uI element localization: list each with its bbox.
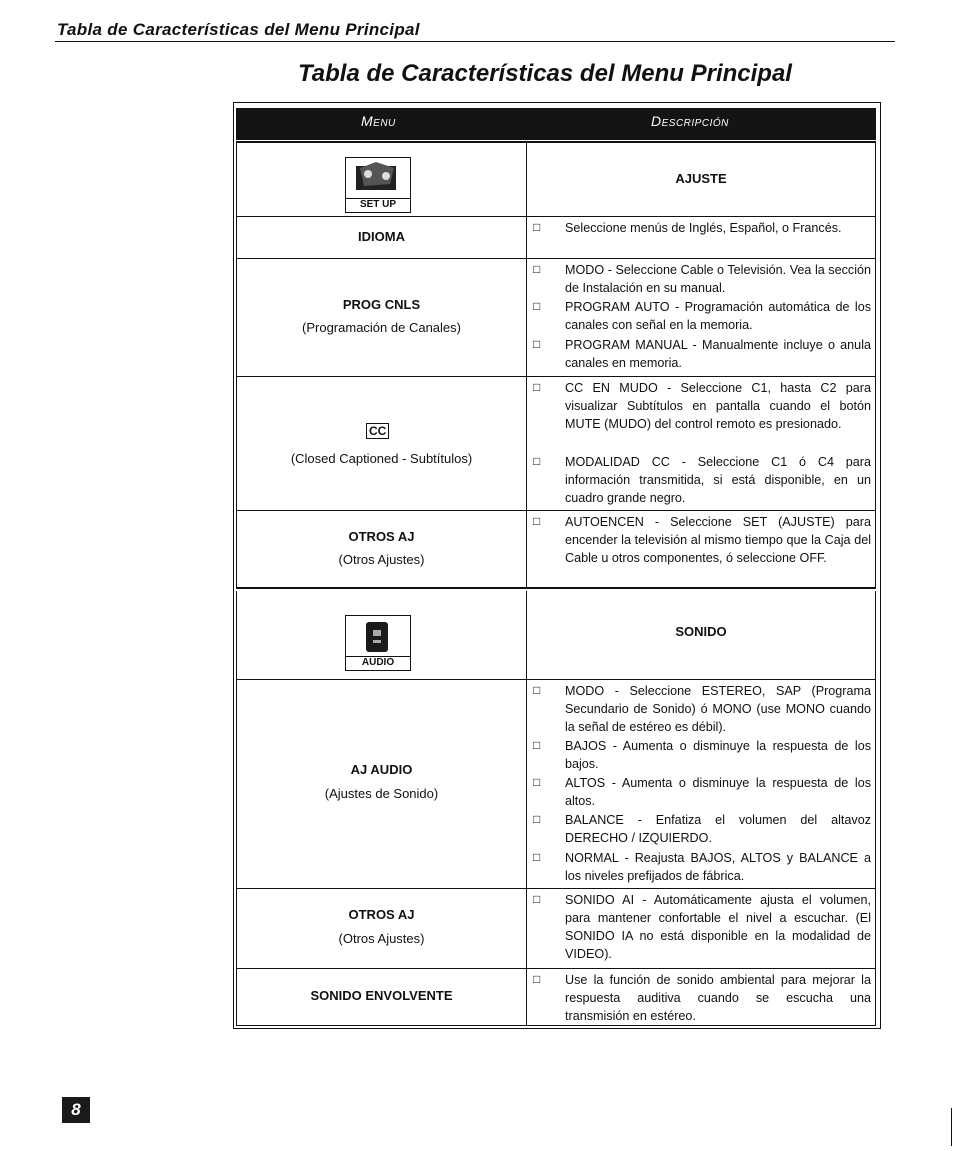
desc-ajaudio-cell: [526, 680, 876, 889]
audio-icon-cell: [236, 591, 526, 680]
desc-ajaudio-text-2: BAJOS - Aumenta o disminuye la respuesta de los bajos.: [565, 739, 871, 771]
bullet-icon: □: [533, 683, 541, 697]
bullet-icon: □: [533, 220, 541, 234]
setup-icon: [345, 157, 411, 213]
bullet-icon: □: [533, 812, 541, 826]
setup-icon-cell: [236, 141, 526, 217]
audio-section-title: SONIDO: [675, 624, 727, 639]
desc-envolvente-text: Use la función de sonido ambiental para mejorar la respuesta auditiva cuando se escucha una transmisión en estéreo.: [565, 973, 871, 1023]
desc-prog-cell: [526, 259, 876, 377]
desc-ajaudio-text-3: ALTOS - Aumenta o disminuye la respuesta de los altos.: [565, 776, 871, 808]
cc-badge: CC: [366, 423, 389, 439]
bullet-icon: □: [533, 262, 541, 276]
page-number: 8: [62, 1097, 90, 1123]
desc-otros-setup-cell: [526, 511, 876, 589]
bullet-icon: □: [533, 299, 541, 313]
menu-cc-sub: (Closed Captioned - Subtítulos): [290, 451, 473, 466]
menu-otros-audio-sub: (Otros Ajustes): [338, 931, 425, 946]
audio-icon-label: AUDIO: [346, 656, 410, 668]
menu-prog-name: PROG CNLS: [342, 297, 421, 312]
menu-otros-audio-cell: [236, 889, 526, 969]
desc-prog-text-1: MODO - Seleccione Cable o Televisión. Vea la sección de Instalación en su manual.: [565, 263, 871, 295]
menu-prog-sub: (Programación de Canales): [302, 320, 461, 335]
table-header: [236, 108, 876, 140]
desc-ajaudio-text-1: MODO - Seleccione ESTEREO, SAP (Programa Secundario de Sonido) ó MONO (use MONO cuando la señal de estéreo es débil).: [565, 684, 871, 734]
bullet-icon: □: [533, 738, 541, 752]
desc-cc-text-1: CC EN MUDO - Seleccione C1, hasta C2 para visualizar Subtítulos en pantalla cuando el botón MUTE (MUDO) del control remoto es presionado.: [565, 381, 871, 431]
setup-section-title: AJUSTE: [675, 171, 727, 186]
desc-otros-setup-text: AUTOENCEN - Seleccione SET (AJUSTE) para encender la televisión al mismo tiempo que la Caja del Cable u otros componentes, ó seleccione OFF.: [565, 515, 871, 565]
menu-ajaudio-sub: (Ajustes de Sonido): [324, 786, 439, 801]
bullet-icon: □: [533, 337, 541, 351]
bullet-icon: □: [533, 514, 541, 528]
desc-ajaudio-text-4: BALANCE - Enfatiza el volumen del altavoz DERECHO / IZQUIERDO.: [565, 813, 871, 845]
menu-idioma-cell: [236, 217, 526, 259]
bullet-icon: □: [533, 850, 541, 864]
menu-prog-cell: [236, 259, 526, 377]
desc-cc-cell: [526, 377, 876, 511]
menu-otros-setup-sub: (Otros Ajustes): [338, 552, 425, 567]
desc-cc-text-2: MODALIDAD CC - Seleccione C1 ó C4 para información transmitida, si está disponible, en un cuadro grande negro.: [565, 455, 871, 505]
running-header: Tabla de Características del Menu Principal: [57, 20, 420, 39]
desc-idioma-text: Seleccione menús de Inglés, Español, o Francés.: [565, 221, 842, 235]
menu-otros-audio-name: OTROS AJ: [348, 907, 415, 922]
page-edge-mark: [951, 1108, 952, 1146]
menu-otros-setup-name: OTROS AJ: [348, 529, 415, 544]
bullet-icon: □: [533, 892, 541, 906]
menu-cc-cell: [236, 377, 526, 511]
desc-prog-text-2: PROGRAM AUTO - Programación automática de los canales con señal en la memoria.: [565, 300, 871, 332]
setup-section-cell: [526, 141, 876, 217]
bullet-icon: □: [533, 380, 541, 394]
header-rule: [55, 41, 895, 42]
menu-ajaudio-name: AJ AUDIO: [350, 762, 413, 777]
menu-envolvente-cell: [236, 969, 526, 1026]
bullet-icon: □: [533, 454, 541, 468]
desc-prog-text-3: PROGRAM MANUAL - Manualmente incluye o anula canales en memoria.: [565, 338, 871, 370]
bullet-icon: □: [533, 972, 541, 986]
menu-otros-setup-cell: [236, 511, 526, 589]
audio-section-cell: [526, 591, 876, 680]
desc-otros-audio-text: SONIDO AI - Automáticamente ajusta el volumen, para mantener confortable el nivel a escuchar. (El SONIDO IA no está disponible en la modalidad de VIDEO).: [565, 893, 871, 961]
page-title: Tabla de Características del Menu Principal: [298, 60, 792, 87]
desc-idioma-cell: [526, 217, 876, 259]
setup-icon-label: SET UP: [346, 198, 410, 210]
desc-otros-audio-cell: [526, 889, 876, 969]
col-description-header: Descripción: [651, 113, 729, 129]
audio-icon: [345, 615, 411, 671]
desc-envolvente-cell: [526, 969, 876, 1026]
menu-envolvente-name: SONIDO ENVOLVENTE: [310, 988, 453, 1003]
col-menu-header: Menu: [361, 113, 396, 129]
menu-idioma-name: IDIOMA: [358, 229, 405, 244]
menu-ajaudio-cell: [236, 680, 526, 889]
desc-ajaudio-text-5: NORMAL - Reajusta BAJOS, ALTOS y BALANCE a los niveles prefijados de fábrica.: [565, 851, 871, 883]
bullet-icon: □: [533, 775, 541, 789]
